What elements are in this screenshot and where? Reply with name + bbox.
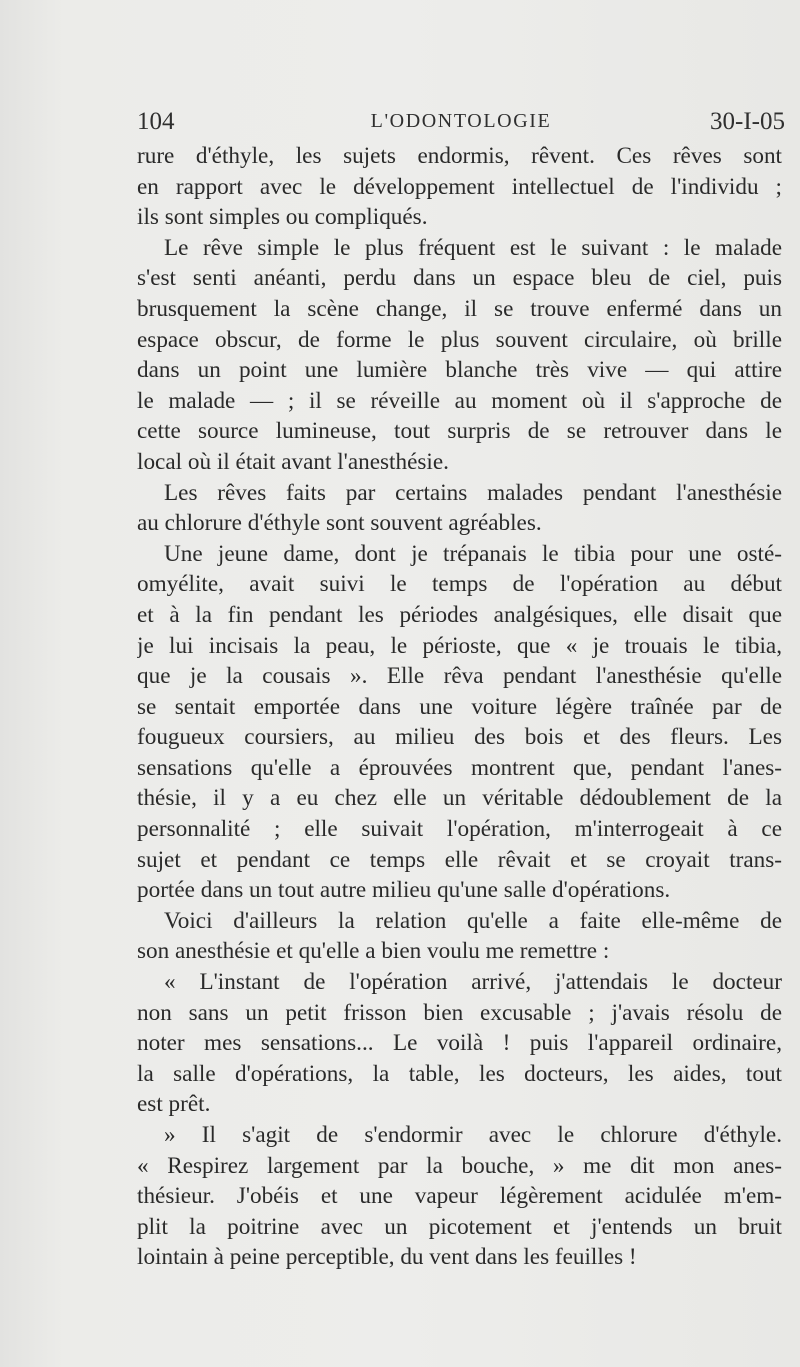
text-line: son anesthésie et qu'elle a bien voulu me remettre :: [137, 938, 610, 965]
text-line: lointain à peine perceptible, du vent dans les feuilles !: [137, 1244, 637, 1271]
text-line: Le rêve simple le plus fréquent est le suivant : le malade: [164, 234, 782, 261]
text-line: et à la fin pendant les périodes analgésiques, elle disait que: [137, 601, 782, 628]
text-line: non sans un petit frisson bien excusable ; j'avais résolu de: [137, 999, 782, 1026]
text-line: fougueux coursiers, au milieu des bois et des fleurs. Les: [137, 724, 782, 751]
text-line: thésie, il y a eu chez elle un véritable dédoublement de la: [137, 785, 782, 812]
text-line: le malade — ; il se réveille au moment où il s'approche de: [137, 387, 782, 414]
text-line: la salle d'opérations, la table, les docteurs, les aides, tout: [137, 1060, 782, 1087]
text-line: plit la poitrine avec un picotement et j'entends un bruit: [137, 1213, 782, 1240]
text-line: Les rêves faits par certains malades pendant l'anesthésie: [164, 479, 782, 506]
text-line: « L'instant de l'opération arrivé, j'attendais le docteur: [164, 969, 782, 996]
text-line: Voici d'ailleurs la relation qu'elle a faite elle-même de: [164, 907, 782, 934]
text-line: omyélite, avait suivi le temps de l'opération au début: [137, 571, 782, 598]
text-line: ils sont simples ou compliqués.: [137, 204, 428, 231]
text-line: thésieur. J'obéis et une vapeur légèrement acidulée m'em-: [137, 1183, 782, 1210]
text-line: local où il était avant l'anesthésie.: [137, 448, 449, 475]
text-line: personnalité ; elle suivait l'opération, m'interrogeait à ce: [137, 816, 782, 843]
text-line: « Respirez largement par la bouche, » me dit mon anes-: [137, 1152, 782, 1179]
text-line: rure d'éthyle, les sujets endormis, rêvent. Ces rêves sont: [137, 143, 782, 169]
text-line: se sentait emportée dans une voiture légère traînée par de: [137, 693, 782, 720]
body-text: [137, 141, 782, 1273]
text-line: brusquement la scène change, il se trouve enfermé dans un: [137, 295, 782, 322]
text-line: que je la cousais ». Elle rêva pendant l'anesthésie qu'elle: [137, 663, 782, 690]
text-line: est prêt.: [137, 1091, 211, 1118]
text-line: noter mes sensations... Le voilà ! puis l'appareil ordinaire,: [137, 1030, 782, 1057]
text-line: » Il s'agit de s'endormir avec le chlorure d'éthyle.: [164, 1122, 782, 1148]
text-line: en rapport avec le développement intellectuel de l'individu ;: [137, 173, 782, 200]
issue-date: 30-I-05: [710, 108, 785, 135]
text-line: portée dans un tout autre milieu qu'une salle d'opérations.: [137, 877, 671, 904]
text-line: sensations qu'elle a éprouvées montrent que, pendant l'anes-: [137, 754, 782, 781]
text-line: je lui incisais la peau, le périoste, que « je trouais le tibia,: [137, 632, 782, 659]
text-line: au chlorure d'éthyle sont souvent agréables.: [137, 510, 542, 537]
running-title: L'ODONTOLOGIE: [370, 110, 552, 132]
text-line: Une jeune dame, dont je trépanais le tibia pour une osté-: [164, 540, 782, 567]
page-number: 104: [137, 108, 175, 135]
text-line: cette source lumineuse, tout surpris de se retrouver dans le: [137, 418, 782, 445]
text-line: espace obscur, de forme le plus souvent circulaire, où brille: [137, 326, 782, 353]
text-line: dans un point une lumière blanche très vive — qui attire: [137, 357, 782, 384]
text-line: sujet et pendant ce temps elle rêvait et se croyait trans-: [137, 846, 782, 873]
page-header: [137, 108, 785, 140]
text-line: s'est senti anéanti, perdu dans un espace bleu de ciel, puis: [137, 265, 782, 292]
